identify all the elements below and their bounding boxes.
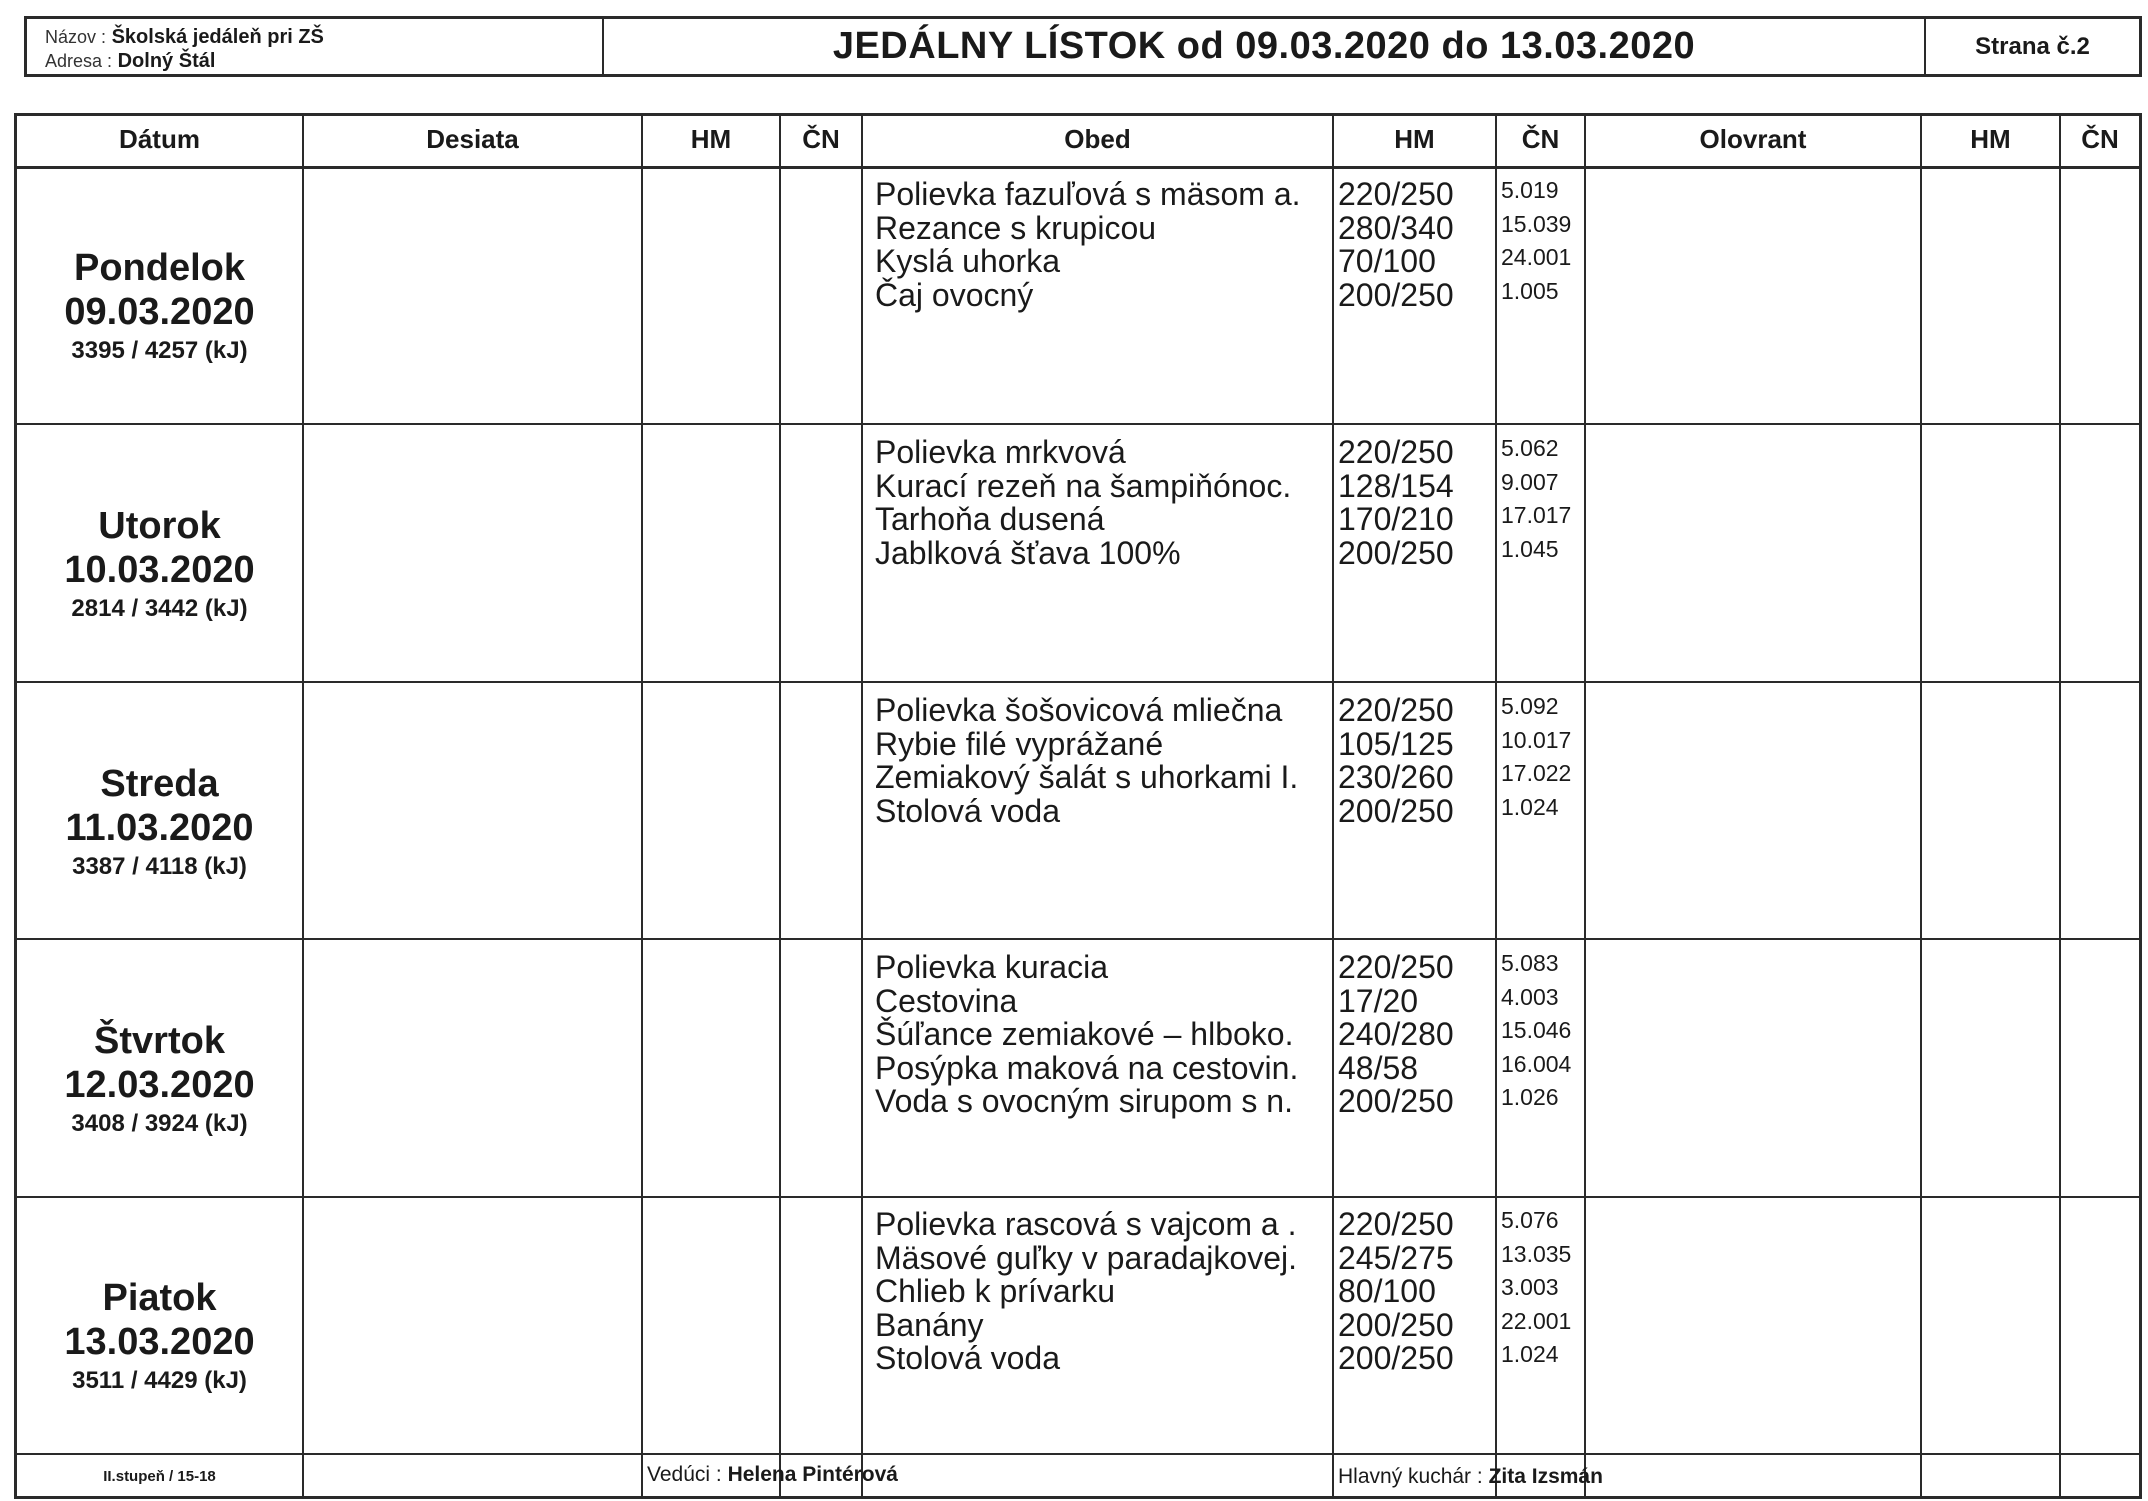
recipe-number: 3.003 (1501, 1274, 1559, 1300)
recipe-number: 5.062 (1501, 435, 1559, 461)
recipe-number: 1.005 (1501, 277, 1559, 304)
meal-item: Polievka rascová s vajcom a . (875, 1206, 1297, 1242)
meal-item: Zemiakový šalát s uhorkami I. (875, 759, 1299, 795)
row-divider (17, 938, 2139, 940)
column-divider (779, 116, 781, 1496)
portion-value: 200/250 (1338, 276, 1454, 313)
lunch-portions (1338, 694, 1454, 828)
lunch-items (875, 951, 1298, 1119)
day-cell (17, 246, 302, 368)
column-header-lunch: Obed (1064, 124, 1131, 154)
portion-value: 240/280 (1338, 1016, 1454, 1052)
recipe-number: 10.017 (1501, 726, 1572, 753)
portion-value: 220/250 (1338, 176, 1454, 212)
day-cell (17, 762, 302, 884)
row-divider (17, 423, 2139, 425)
meal-item: Polievka kuracia (875, 949, 1108, 985)
page-number: Strana č.2 (1975, 32, 2090, 60)
lunch-items (875, 1208, 1297, 1376)
chef-name: Zita Izsmán (1488, 1465, 1603, 1488)
lunch-portions (1338, 951, 1454, 1119)
meal-item: Jablková šťava 100% (875, 534, 1181, 571)
portion-value: 200/250 (1338, 1306, 1454, 1343)
manager-signature (647, 1463, 898, 1487)
document-title: JEDÁLNY LÍSTOK od 09.03.2020 do 13.03.2020 (604, 19, 1926, 74)
column-header-snack: Desiata (426, 124, 519, 154)
lunch-portions (1338, 178, 1454, 312)
recipe-number: 5.076 (1501, 1207, 1559, 1233)
portion-value: 200/250 (1338, 792, 1454, 829)
meal-item: Rybie filé vyprážané (875, 725, 1164, 762)
meal-item: Rezance s krupicou (875, 209, 1157, 246)
facility-info (27, 19, 604, 74)
column-divider (1920, 116, 1922, 1496)
day-energy: 3408 / 3924 (kJ) (71, 1110, 248, 1137)
recipe-number: 5.083 (1501, 950, 1559, 976)
lunch-portions (1338, 1208, 1454, 1376)
column-divider (641, 116, 643, 1496)
portion-value: 200/250 (1338, 1340, 1454, 1376)
row-divider (17, 1196, 2139, 1198)
day-date: 10.03.2020 (64, 549, 255, 591)
portion-value: 230/260 (1338, 759, 1454, 795)
recipe-number: 17.022 (1501, 760, 1572, 786)
meal-item: Cestovina (875, 982, 1018, 1019)
portion-value: 220/250 (1338, 434, 1454, 470)
recipe-number: 16.004 (1501, 1050, 1572, 1077)
column-header-hm: HM (1970, 124, 2011, 154)
day-date: 13.03.2020 (64, 1321, 255, 1363)
menu-table (14, 113, 2142, 1499)
portion-value: 70/100 (1338, 243, 1436, 279)
lunch-recipe-numbers (1501, 947, 1571, 1115)
meal-item: Tarhoňa dusená (875, 501, 1105, 537)
portion-value: 220/250 (1338, 1206, 1454, 1242)
day-cell (17, 504, 302, 626)
lunch-portions (1338, 436, 1454, 570)
meal-item: Polievka mrkvová (875, 434, 1126, 470)
portion-value: 220/250 (1338, 949, 1454, 985)
column-header-cn: ČN (2081, 124, 2119, 154)
header-row-divider (17, 166, 2139, 169)
day-energy: 2814 / 3442 (kJ) (71, 595, 248, 622)
portion-value: 17/20 (1338, 982, 1419, 1019)
day-date: 11.03.2020 (65, 807, 254, 849)
portion-value: 245/275 (1338, 1239, 1454, 1276)
meal-item: Polievka šošovicová mliečna (875, 692, 1283, 728)
lunch-recipe-numbers (1501, 1204, 1571, 1372)
column-divider (302, 116, 304, 1496)
facility-name-label: Názov : (45, 27, 107, 47)
portion-value: 200/250 (1338, 1083, 1454, 1119)
portion-value: 170/210 (1338, 501, 1454, 537)
portion-value: 48/58 (1338, 1049, 1419, 1086)
lunch-recipe-numbers (1501, 432, 1571, 566)
meal-item: Polievka fazuľová s mäsom a. (875, 176, 1301, 212)
school-level: II.stupeň / 15-18 (103, 1468, 216, 1485)
facility-address-label: Adresa : (45, 51, 113, 71)
portion-value: 220/250 (1338, 692, 1454, 728)
day-energy: 3387 / 4118 (kJ) (72, 853, 247, 880)
recipe-number: 5.092 (1501, 693, 1559, 719)
meal-item: Voda s ovocným sirupom s n. (875, 1083, 1293, 1119)
recipe-number: 15.046 (1501, 1017, 1572, 1043)
column-header-cn: ČN (1521, 124, 1560, 154)
day-date: 09.03.2020 (64, 291, 255, 333)
meal-item: Chlieb k prívarku (875, 1273, 1116, 1309)
meal-item: Mäsové guľky v paradajkovej. (875, 1239, 1297, 1276)
column-header-hm: HM (690, 124, 732, 154)
column-divider (2059, 116, 2061, 1496)
recipe-number: 24.001 (1501, 244, 1572, 270)
facility-name: Školská jedáleň pri ZŠ (111, 26, 324, 48)
recipe-number: 1.024 (1501, 793, 1559, 820)
manager-name: Helena Pintérová (727, 1463, 898, 1486)
recipe-number: 15.039 (1501, 210, 1572, 237)
recipe-number: 22.001 (1501, 1307, 1572, 1334)
day-name: Utorok (98, 505, 221, 547)
day-cell (17, 1276, 302, 1398)
column-header-afternoon-snack: Olovrant (1699, 124, 1807, 154)
day-energy: 3511 / 4429 (kJ) (72, 1367, 247, 1394)
column-divider (1584, 116, 1586, 1496)
lunch-items (875, 178, 1301, 312)
recipe-number: 1.026 (1501, 1084, 1559, 1110)
column-header-cn: ČN (802, 124, 840, 154)
recipe-number: 17.017 (1501, 502, 1572, 528)
meal-item: Čaj ovocný (875, 276, 1034, 313)
portion-value: 105/125 (1338, 725, 1454, 762)
day-name: Štvrtok (94, 1020, 225, 1062)
chef-signature (1338, 1465, 1603, 1489)
facility-address: Dolný Štál (117, 50, 216, 72)
meal-item: Stolová voda (875, 1340, 1061, 1376)
row-divider (17, 681, 2139, 683)
document-header (24, 16, 2142, 77)
day-energy: 3395 / 4257 (kJ) (71, 337, 248, 364)
portion-value: 200/250 (1338, 534, 1454, 571)
column-header-date: Dátum (119, 124, 200, 154)
day-cell (17, 1019, 302, 1141)
chef-label: Hlavný kuchár : (1338, 1465, 1483, 1488)
manager-label: Vedúci : (647, 1463, 722, 1486)
column-divider (1495, 116, 1497, 1496)
column-divider (1332, 116, 1334, 1496)
recipe-number: 9.007 (1501, 468, 1559, 495)
lunch-items (875, 694, 1298, 828)
meal-item: Kurací rezeň na šampiňónoc. (875, 467, 1292, 504)
lunch-recipe-numbers (1501, 174, 1571, 308)
column-divider (861, 116, 863, 1496)
day-name: Piatok (102, 1277, 217, 1319)
recipe-number: 13.035 (1501, 1240, 1572, 1267)
meal-item: Kyslá uhorka (875, 243, 1060, 279)
facility-name-row (45, 25, 602, 49)
meal-item: Šúľance zemiakové – hlboko. (875, 1016, 1294, 1052)
footer-row-divider (17, 1453, 2139, 1455)
day-name: Streda (100, 763, 219, 805)
recipe-number: 1.024 (1501, 1341, 1559, 1367)
day-date: 12.03.2020 (64, 1064, 255, 1106)
portion-value: 80/100 (1338, 1273, 1436, 1309)
meal-item: Posýpka maková na cestovin. (875, 1049, 1299, 1086)
lunch-recipe-numbers (1501, 690, 1571, 824)
day-name: Pondelok (73, 247, 246, 289)
meal-item: Banány (875, 1306, 984, 1343)
portion-value: 280/340 (1338, 209, 1454, 246)
meal-item: Stolová voda (875, 792, 1061, 829)
portion-value: 128/154 (1338, 467, 1454, 504)
recipe-number: 5.019 (1501, 177, 1559, 203)
lunch-items (875, 436, 1291, 570)
facility-address-row (45, 49, 602, 73)
recipe-number: 1.045 (1501, 535, 1559, 562)
recipe-number: 4.003 (1501, 983, 1559, 1010)
column-header-hm: HM (1394, 124, 1435, 154)
